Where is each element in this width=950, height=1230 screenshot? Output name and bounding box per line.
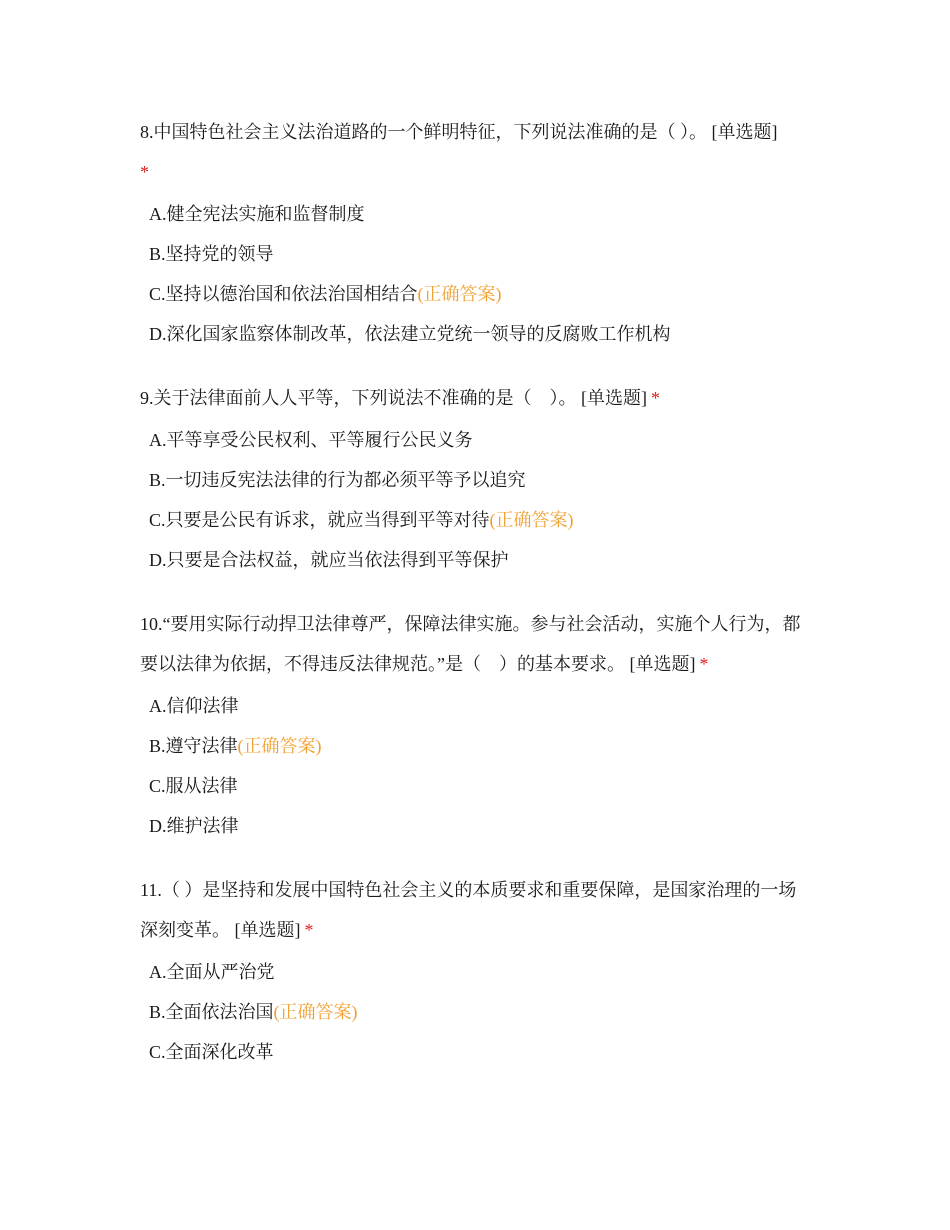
question-type-tag: [单选题] (234, 920, 301, 940)
question-text: 9.关于法律面前人人平等，下列说法不准确的是（ ）。 (140, 388, 577, 408)
correct-answer-tag: (正确答案) (489, 510, 574, 530)
correct-answer-tag: (正确答案) (273, 1002, 358, 1022)
option-label: A.信仰法律 (149, 696, 239, 716)
question-type-tag: [单选题] (711, 122, 778, 142)
question-11 (140, 870, 812, 1072)
option-label: C.只要是公民有诉求，就应当得到平等对待 (149, 510, 490, 530)
option-b[interactable] (140, 992, 812, 1032)
option-list (140, 686, 812, 846)
correct-answer-tag: (正确答案) (417, 284, 502, 304)
question-type-tag: [单选题] (629, 654, 696, 674)
option-c[interactable] (140, 500, 812, 540)
required-mark: * (651, 388, 660, 408)
option-d[interactable] (140, 540, 812, 580)
option-label: D.只要是合法权益，就应当依法得到平等保护 (149, 550, 509, 570)
question-title (140, 870, 812, 950)
option-b[interactable] (140, 460, 812, 500)
option-label: C.坚持以德治国和依法治国相结合 (149, 284, 418, 304)
required-mark: * (140, 162, 149, 182)
option-list (140, 420, 812, 580)
question-type-tag: [单选题] (581, 388, 647, 408)
option-label: C.服从法律 (149, 776, 238, 796)
question-title (140, 112, 812, 192)
question-title (140, 604, 812, 684)
option-list (140, 952, 812, 1072)
question-text: 10.“要用实际行动捍卫法律尊严，保障法律实施。参与社会活动，实施个人行为，都要以法律为依据，不得违反法律规范。”是（ ）的基本要求。 (140, 614, 801, 674)
required-mark: * (699, 654, 709, 674)
survey-document (140, 112, 812, 1096)
question-title (140, 378, 812, 418)
option-label: B.遵守法律 (149, 736, 238, 756)
option-label: B.坚持党的领导 (149, 244, 274, 264)
correct-answer-tag: (正确答案) (237, 736, 322, 756)
required-mark: * (304, 920, 314, 940)
option-d[interactable] (140, 806, 812, 846)
option-a[interactable] (140, 686, 812, 726)
option-label: A.健全宪法实施和监督制度 (149, 204, 365, 224)
option-label: B.全面依法治国 (149, 1002, 274, 1022)
question-8 (140, 112, 812, 354)
option-label: D.深化国家监察体制改革，依法建立党统一领导的反腐败工作机构 (149, 324, 671, 344)
option-c[interactable] (140, 274, 812, 314)
option-label: C.全面深化改革 (149, 1042, 274, 1062)
option-a[interactable] (140, 194, 812, 234)
question-9 (140, 378, 812, 580)
question-text: 11.（ ）是坚持和发展中国特色社会主义的本质要求和重要保障，是国家治理的一场深刻变革。 (140, 880, 797, 940)
option-label: B.一切违反宪法法律的行为都必须平等予以追究 (149, 470, 526, 490)
question-text: 8.中国特色社会主义法治道路的一个鲜明特征，下列说法准确的是（ ）。 (140, 122, 707, 142)
option-list (140, 194, 812, 354)
option-a[interactable] (140, 952, 812, 992)
option-d[interactable] (140, 314, 812, 354)
option-label: D.维护法律 (149, 816, 239, 836)
option-c[interactable] (140, 766, 812, 806)
option-label: A.平等享受公民权利、平等履行公民义务 (149, 430, 473, 450)
option-b[interactable] (140, 726, 812, 766)
option-c[interactable] (140, 1032, 812, 1072)
option-a[interactable] (140, 420, 812, 460)
question-10 (140, 604, 812, 846)
option-b[interactable] (140, 234, 812, 274)
option-label: A.全面从严治党 (149, 962, 275, 982)
